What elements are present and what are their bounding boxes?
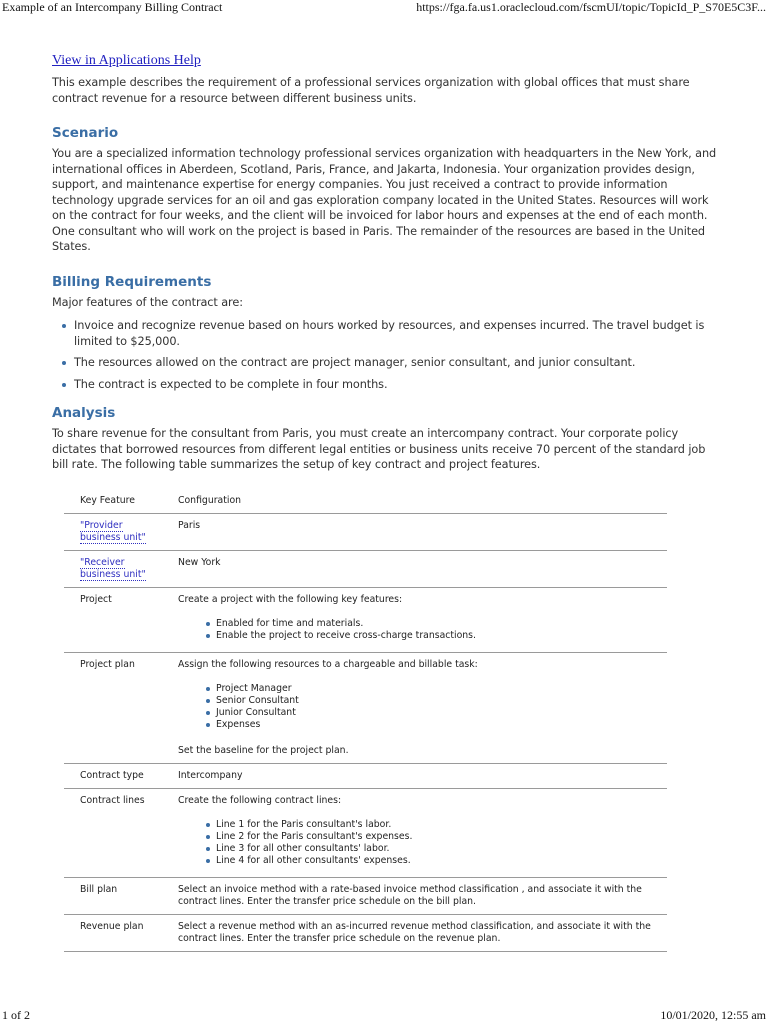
table-row [64,587,667,652]
view-in-help-link[interactable]: View in Applications Help [52,53,201,68]
cell-text: Create the following contract lines: [178,794,342,806]
list-item: Senior Consultant [216,695,665,707]
scenario-paragraph: You are a specialized information technology professional services organization with headquarters in the New York, and international offices in Aberdeen, Scotland, Paris, France, and Jakarta, Indonesia. Your organization provides design, support, and maintenance expertise for energy companies. You just received a contract to provide information technology upgrade services for an oil and gas exploration company located in the United States. Resources will work on the contract for four weeks, and the client will be invoiced for labor hours and expenses at the end of each month. One consultant who will work on the project is based in Paris. The remainder of the resources are based in the United States. [52,147,717,253]
list-item: Invoice and recognize revenue based on hours worked by resources, and expenses incurred. The travel budget is limited to $25,000. [74,318,717,349]
provider-business-unit-term-link[interactable]: "Provider business unit" [80,519,146,543]
table-cell: Revenue plan [64,914,162,951]
table-cell: Select an invoice method with a rate-based invoice method classification , and associate it with the contract lines. Enter the transfer price schedule on the bill plan. [162,877,667,914]
table-cell: Intercompany [162,763,667,788]
table-cell [162,652,667,763]
list-item: Line 3 for all other consultants' labor. [216,843,665,855]
list-item: Line 4 for all other consultants' expenses. [216,855,665,867]
print-footer [0,1008,768,1024]
cell-text: Assign the following resources to a chargeable and billable task: [178,658,478,670]
table-row [64,788,667,877]
print-header-title: Example of an Intercompany Billing Contract [2,0,223,14]
cell-bullet-list [178,618,665,642]
table-cell: Paris [162,513,667,550]
list-item: Line 2 for the Paris consultant's expenses. [216,831,665,843]
receiver-business-unit-term-link[interactable]: "Receiver business unit" [80,556,146,580]
table-cell: Contract type [64,763,162,788]
column-header-configuration: Configuration [162,489,667,514]
table-row [64,652,667,763]
list-item: Junior Consultant [216,707,665,719]
cell-bullet-list [178,683,665,731]
table-cell: Project plan [64,652,162,763]
print-datetime: 10/01/2020, 12:55 am [660,1008,766,1022]
print-header-url: https://fga.fa.us1.oraclecloud.com/fscmUI/topic/TopicId_P_S70E5C3F... [416,0,766,14]
table-row [64,513,667,550]
table-cell [162,587,667,652]
billing-feature-list [52,318,717,392]
table-row [64,550,667,587]
table-header-row [64,489,667,514]
page-number: 1 of 2 [2,1008,30,1022]
column-header-key-feature: Key Feature [64,489,162,514]
cell-bullet-list [178,819,665,867]
intro-paragraph: This example describes the requirement of a professional services organization with global offices that must share contract revenue for a resource between different business units. [52,76,690,105]
table-cell [162,788,667,877]
print-header [0,0,768,16]
cell-text: Create a project with the following key features: [178,593,403,605]
table-cell: New York [162,550,667,587]
table-cell: Project [64,587,162,652]
list-item: Expenses [216,719,665,731]
article [52,53,717,952]
scenario-heading: Scenario [52,125,119,141]
table-cell: Contract lines [64,788,162,877]
configuration-table [64,489,667,952]
billing-lead: Major features of the contract are: [52,295,243,309]
list-item: The resources allowed on the contract are project manager, senior consultant, and junior consultant. [74,355,717,371]
table-row [64,763,667,788]
table-cell: Select a revenue method with an as-incurred revenue method classification, and associate it with the contract lines. Enter the transfer price schedule on the revenue plan. [162,914,667,951]
analysis-heading: Analysis [52,405,116,421]
table-cell: Bill plan [64,877,162,914]
table-row [64,914,667,951]
cell-text: Set the baseline for the project plan. [178,744,349,756]
analysis-paragraph: To share revenue for the consultant from Paris, you must create an intercompany contract. Your corporate policy dictates that borrowed resources from different legal entities or business units receive 70 percent of the standard job bill rate. The following table summarizes the setup of key contract and project features. [52,427,706,471]
table-row [64,877,667,914]
list-item: The contract is expected to be complete in four months. [74,377,717,393]
billing-heading: Billing Requirements [52,273,212,290]
list-item: Line 1 for the Paris consultant's labor. [216,819,665,831]
list-item: Project Manager [216,683,665,695]
list-item: Enabled for time and materials. [216,618,665,630]
list-item: Enable the project to receive cross-charge transactions. [216,630,665,642]
